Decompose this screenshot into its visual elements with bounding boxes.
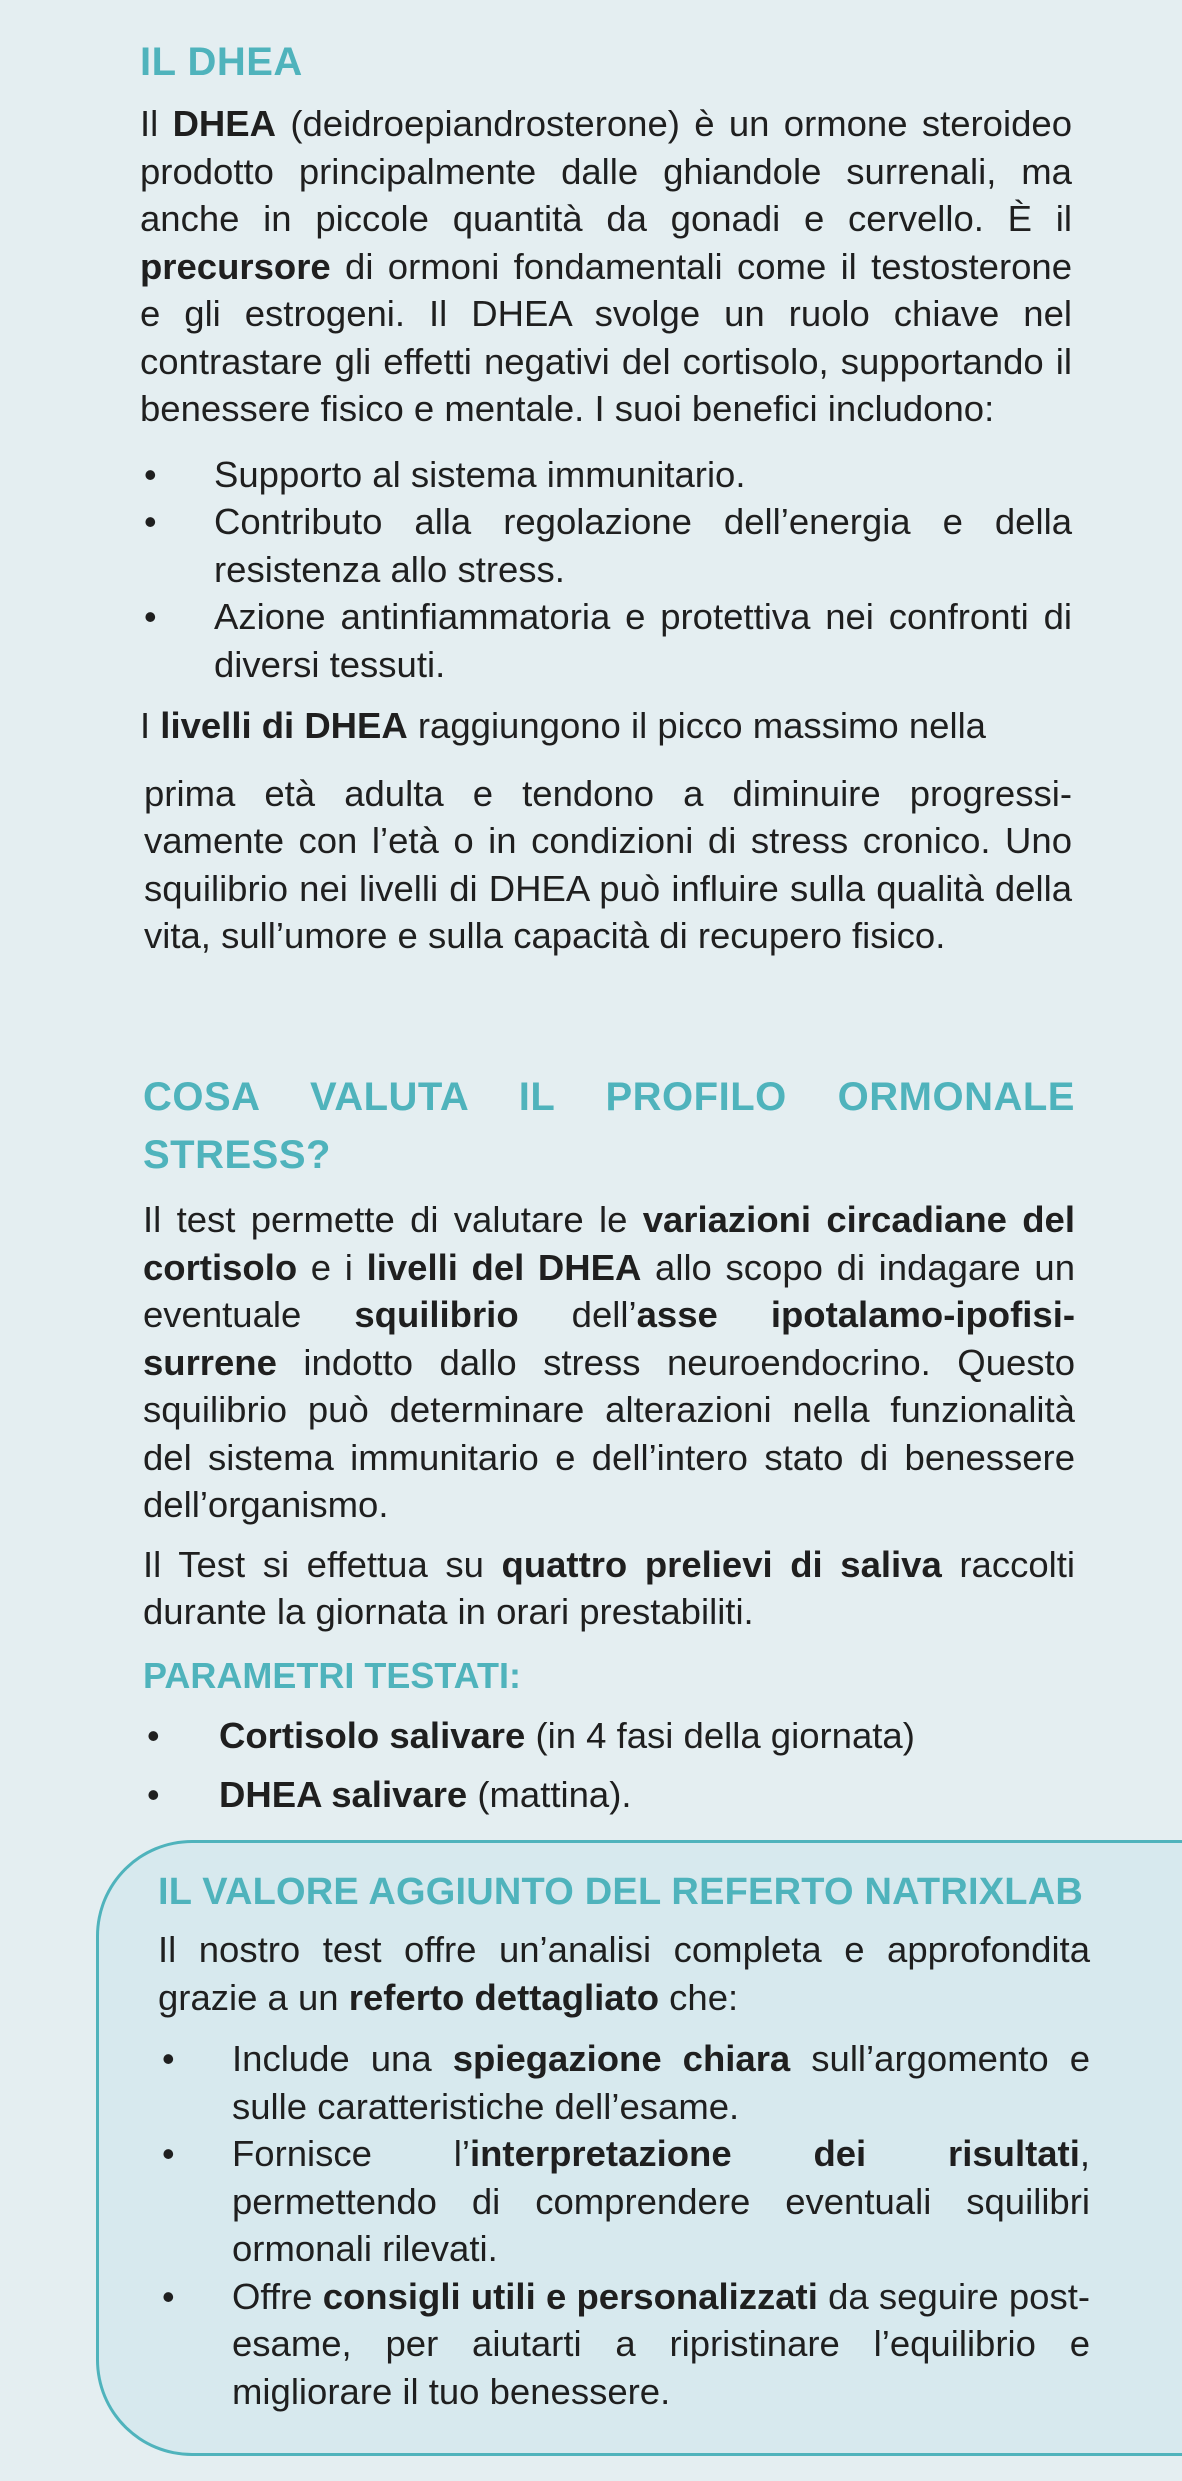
dhea-levels-paragraph: prima età adulta e tendono a diminuire progressi-vamente con l’età o in condizioni di stress cronico. Uno squilibrio nei livelli di DHEA può influire sulla qualità della vita, sull’umore e sulla capacità di recupero fisico. (144, 772, 1072, 956)
params-title: PARAMETRI TESTATI: (143, 1654, 521, 1696)
dhea-section (140, 34, 1072, 960)
bold-text: precursore (140, 245, 331, 287)
bold-text: DHEA (172, 103, 277, 144)
bold-text: consigli utili e personalizzati (322, 2275, 818, 2317)
list-item: • Fornisce l’interpretazione dei risultati, permettendo di comprendere eventuali squilibri ormonali rilevati. (158, 2130, 1090, 2273)
bold-text: livelli del DHEA (366, 1246, 642, 1288)
dhea-title: IL DHEA (140, 40, 303, 84)
list-item: • Supporto al sistema immunitario. (140, 451, 1072, 499)
list-item: • Include una spiegazione chiara sull’argomento e sulle caratteristiche dell’esame. (158, 2035, 1090, 2130)
referto-intro: Il nostro test offre un’analisi completa e approfondita grazie a un referto dettagliato che: (158, 1929, 1090, 2018)
referto-title: IL VALORE AGGIUNTO DEL REFERTO NATRIXLAB (158, 1871, 1083, 1913)
referto-list (158, 2035, 1090, 2415)
bullet-icon: • (147, 1714, 160, 1756)
bold-text: referto dettagliato (348, 1976, 660, 2018)
list-item: • Contributo alla regolazione dell’energia e della resistenza allo stress. (140, 498, 1072, 593)
bold-text: squilibrio (354, 1294, 519, 1335)
dhea-intro-paragraph: Il DHEA (deidroepiandrosterone) è un ormone steroideo prodotto principalmente dalle ghiandole surrenali, ma anche in piccole quantità da gonadi e cervello. È il precursore di ormoni fondamentali come il testosterone e gli estrogeni. Il DHEA svolge un ruolo chiave nel contrastare gli effetti negativi del cortisolo, supportando il benessere fisico e mentale. I suoi benefici includono: (140, 103, 1072, 429)
bold-text: variazioni circadiane del cortisolo (143, 1199, 1075, 1288)
list-item: • Cortisolo salivare (in 4 fasi della giornata) (143, 1712, 1075, 1760)
list-item: • Azione antinfiammatoria e protettiva nei confronti di diversi tessuti. (140, 593, 1072, 688)
params-list (143, 1712, 1075, 1819)
test-paragraph: Il Test si effettua su quattro prelievi di saliva raccolti durante la giornata in orari prestabiliti. (143, 1543, 1075, 1632)
bold-text: Cortisolo salivare (219, 1714, 526, 1756)
bold-text: livelli di DHEA (160, 705, 408, 746)
bullet-icon: • (144, 453, 157, 495)
profilo-section (143, 1068, 1075, 1819)
bullet-icon: • (144, 596, 157, 637)
bullet-icon: • (162, 2275, 175, 2317)
list-item: • DHEA salivare (mattina). (143, 1771, 1075, 1819)
profilo-paragraph: Il test permette di valutare le variazioni circadiane del cortisolo e i livelli del DHEA allo scopo di indagare un eventuale squilibrio dell’asse ipotalamo-ipofisi-surrene indotto dallo stress neuroendocrino. Questo squilibrio può determinare alterazioni nella funzionalità del sistema immunitario e dell’intero stato di benessere dell’organismo. (143, 1199, 1075, 1525)
dhea-benefits-list (140, 451, 1072, 689)
bold-text: quattro prelievi di saliva (501, 1543, 942, 1585)
bullet-icon: • (147, 1774, 160, 1815)
profilo-title: COSA VALUTA IL PROFILO ORMONALE STRESS? (143, 1075, 1075, 1177)
bold-text: interpretazione dei risultati (470, 2133, 1080, 2174)
dhea-levels-line: I livelli di DHEA raggiungono il picco massimo nella (140, 705, 986, 746)
list-item: • Offre consigli utili e personalizzati da seguire post-esame, per aiutarti a ripristinare l’equilibrio e migliorare il tuo benessere. (158, 2273, 1090, 2416)
bold-text: asse ipotalamo-ipofisi-surrene (143, 1294, 1075, 1383)
referto-section (158, 1866, 1090, 2415)
bold-text: DHEA salivare (219, 1774, 468, 1815)
bullet-icon: • (162, 2038, 175, 2079)
bold-text: spiegazione chiara (452, 2038, 791, 2079)
bullet-icon: • (162, 2133, 175, 2174)
bullet-icon: • (144, 501, 157, 542)
